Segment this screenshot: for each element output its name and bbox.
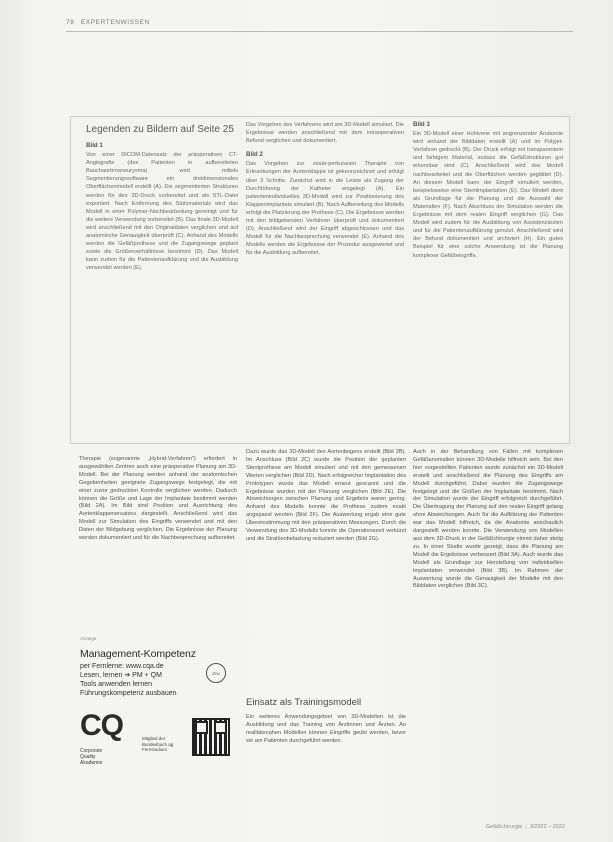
zfu-badge-icon: ZFU [206, 663, 226, 683]
ad-line-url[interactable]: per Fernlerne: www.cqa.de [80, 663, 164, 670]
legend-text-bild-1: Von einer DICOM-Datensatz der präoperativen CT-Angiografie (des Patienten in aufbereiteten Bauchaortenaneurysma) wird mittels Segmentierungssoftware ein dreidimensionales Oberflächenmodell erstellt (A). Die segmentierten Strukturen werden für den 3D-Druck vorbereitet und als STL-Datei exportiert. Nach Entfernung des Stützmaterials wird das Modell in einer Polymer-Nachbearbeitung gereinigt und für die weitere Verwendung vorbereitet (B). Das finale 3D-Modell wird anschließend mit den Originaldaten verglichen und auf anatomische Genauigkeit überprüft (C). Anhand des Modells werden die Gefäßprothese und die Zugangswege geplant sowie die Größenverhältnisse bestimmt (D). Das Modell kann zudem für die Patientenaufklärung und die Ausbildung verwendet werden (E). [86, 152, 238, 272]
advertisement[interactable] [80, 636, 240, 776]
body-column-1: Therapie (sogenannte „Hybrid-Verfahren“) erfordert in ausgewählten Zentren auch eine präoperative Planung am 3D-Modell. Bei der Planung werden anhand der anatomischen Gegebenheiten geeignete Zugangswege festgelegt, die mit einer zuvor gedruckten Kontrolle verglichen werden. Dadurch können die Größe und Lage der Implantate bestimmt werden (Bild 2A). Im Bild sind Position und Ausrichtung des Aortenklappenersatzes dargestellt. Anschließend wird das Modell zur Simulation des Eingriffs verwendet und mit den Daten der Bildgebung verglichen. Die Ergebnisse der Planung werden dokumentiert und für die Nachbesprechung aufbereitet. [79, 456, 237, 542]
page-number: 78 [66, 19, 75, 26]
cqa-logo: CQ [80, 709, 123, 742]
legend-heading-bild-2: Bild 2 [246, 151, 263, 159]
ad-label: Anzeige [80, 636, 97, 641]
body-column-2-continued: Ein weiteres Anwendungsgebiet von 3D-Modellen ist die Ausbildung und das Training von Ärztinnen und Ärzten. An realitätsnahen Modellen können Eingriffe geübt werden, bevor sie am Patienten durchgeführt werden. [246, 714, 406, 744]
section-title: EXPERTENWISSEN [80, 19, 150, 26]
qr-code-icon[interactable] [192, 718, 230, 756]
legend-column-3 [413, 121, 563, 439]
ad-title: Management-Kompetenz [80, 648, 196, 660]
page-footer: Gefäßchirurgie | 3/2022 – 2022 [485, 824, 565, 830]
legend-title: Legenden zu Bildern auf Seite 25 [86, 124, 234, 135]
header-rule [66, 31, 573, 32]
footer-issue: 3/2022 – 2022 [529, 824, 565, 830]
body-column-3: Auch in der Behandlung von Fällen mit komplexen Gefäßanomalien können 3D-Modelle hilfreich sein. Bei den hier vorgestellten Patienten wurde zunächst ein 3D-Modell erstellt und anschließend die Planung des Eingriffs am Modell durchgeführt. Dabei wurden die Zugangswege festgelegt und die Größen der Implantate bestimmt. Nach der Simulation wurde der Eingriff erfolgreich durchgeführt. Die Übertragung der Planung auf den realen Eingriff gelang ohne Abweichungen. Auch für die Aufklärung der Patienten war das Modell hilfreich, da die Anatomie anschaulich dargestellt werden konnte. Die Verwendung von Modellen aus dem 3D-Druck in der Gefäßchirurgie nimmt daher stetig zu. In einer Studie wurde gezeigt, dass die Planung am Modell die Ergebnisse verbessert (Bild 3A). Auch wurde das Modell als Grundlage zur Herstellung von individuellen Implantaten verwendet (Bild 3B). Im Rahmen der Auswertung wurde die Genauigkeit der Modelle mit den Bilddaten verglichen (Bild 3C). [413, 449, 563, 590]
legend-heading-bild-1: Bild 1 [86, 142, 103, 149]
running-header [66, 19, 150, 26]
footer-journal: Gefäßchirurgie [485, 824, 523, 830]
ad-line-3: Tools anwenden lernen [80, 681, 152, 688]
membership-note: Mitglied der Bundesbuch ag Fernstudium [142, 736, 174, 752]
cqa-logo-subtitle: Corporate Quality Akademie [80, 748, 103, 766]
legend-text-bild-1-continued: Das Vorgehen des Verfahrens wird am 3D-Modell simuliert. Die Ergebnisse werden anschließend mit dem intraoperativen Befund verglichen und dokumentiert. [246, 122, 404, 145]
legend-text-bild-2: Das Vorgehen zur ossär-perkutanen Therapie von Erkrankungen der Aortenklappe ist gekennzeichnet und erfolgt über 3 Schritte. Zunächst wird in die Leiste als Zugang der Durchführung der Katheter eingelegt (A). Ein patientenindividuelles 3D-Modell wird zur Positionierung des Klappenimplantats simuliert (B). Nach Aufbereitung des Modells erfolgt die Platzierung der Prothese (C). Die Ergebnisse werden mit den bildgebenden Verfahren überprüft und dokumentiert (D). Anschließend wird der Eingriff abgeschlossen und das Modell für die Nachbesprechung verwendet (E). Anhand des Modells werden die Ergebnisse der Prozedur ausgewertet und für die Ausbildung aufbereitet. [246, 161, 404, 257]
legend-column-2 [246, 121, 404, 439]
section-subheading: Einsatz als Trainingsmodell [246, 697, 362, 708]
legend-text-bild-3: Ein 3D-Modell einer Hohlvene mit angrenzender Anatomie wird anhand der Bilddaten erstellt (A) und im Polyjet-Verfahren gedruckt (B). Der Druck erfolgt mit transparentem und farbigem Material, sodass die Gefäßstrukturen gut erkennbar sind (C). Anschließend wird das Modell nachbearbeitet und die Oberflächen werden geglättet (D). An diesem Modell kann der Eingriff simuliert werden, beispielsweise eine Stentimplantation (E). Das Modell dient als Grundlage für die Planung und die Auswahl der Materialien (F). Nach Abschluss der Simulation werden die Ergebnisse mit dem realen Eingriff verglichen (G). Das Modell wird zudem für die Ausbildung von Assistenzärzten und für die Patientenaufklärung genutzt. Anschließend wird der Befund dokumentiert und archiviert (H). Ein gutes Beispiel für eine solche Anwendung ist die Planung komplexer Gefäßeingriffe. [413, 131, 563, 259]
body-column-2: Dazu wurde das 3D-Modell des Aortenbogens erstellt (Bild 2B). Im Anschluss (Bild 2C) wurde die Position der geplanten Stentprothese am Modell simuliert und mit den gemessenen Werten verglichen (Bild 2D). Nach erfolgreicher Implantation des Prototypen wurde das Modell erneut gescannt und die Ergebnisse wurden mit der Planung verglichen (Bild 2E). Die Abweichungen zwischen Planung und Ergebnis waren gering. Anhand des Modells konnte die Prothese zudem exakt angepasst werden (Bild 2F). Die Auswertung ergab eine gute Übereinstimmung mit den präoperativen Messungen. Durch die Verwendung des 3D-Modells konnte die Operationszeit verkürzt und die Strahlenbelastung reduziert werden (Bild 2G). [246, 449, 406, 542]
legend-column-1 [86, 142, 238, 438]
legend-heading-bild-3: Bild 3 [413, 121, 430, 128]
ad-line-2: Lesen, lernen ➔ PM + QM [80, 672, 162, 679]
ad-line-4: Führungskompetenz ausbauen [80, 690, 177, 697]
